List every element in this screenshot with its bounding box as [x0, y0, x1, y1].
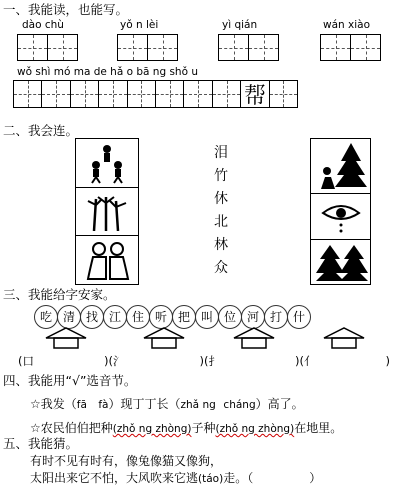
writing-grid-yiqian[interactable] — [218, 34, 279, 61]
section-4-title: 四、我能用“√”选音节。 — [3, 373, 137, 388]
writing-grid-wanxiao[interactable] — [320, 34, 381, 61]
option-zhang[interactable]: zhǎ ng — [180, 399, 216, 411]
cloud-char[interactable]: 把 — [172, 305, 196, 329]
cloud-char[interactable]: 位 — [218, 305, 242, 329]
house-icon — [142, 326, 186, 350]
cloud-char[interactable]: 河 — [241, 305, 265, 329]
pinyin-yiqian: yì qián — [222, 19, 258, 31]
radical-kou: (口 — [18, 354, 34, 368]
cloud-char[interactable]: 打 — [264, 305, 288, 329]
crowd-icon — [82, 143, 132, 185]
radical-ren: )(亻 — [294, 354, 316, 368]
option-fa1[interactable]: fā — [76, 399, 87, 411]
pinyin-daochu: dào chù — [22, 19, 64, 31]
cloud-char[interactable]: 清 — [57, 305, 81, 329]
right-picture-column — [310, 138, 371, 285]
eye-tear-icon — [319, 199, 363, 235]
q4-sentence-1: ☆我发（fā fà）现丁丁长（zhǎ ng cháng）高了。 — [30, 397, 304, 411]
radical-shui: )(氵 — [104, 354, 125, 368]
back-to-back-icon — [84, 241, 132, 281]
pinyin-wanxiao: wán xiào — [323, 19, 371, 31]
cloud-char[interactable]: 住 — [126, 305, 150, 329]
writing-grid-daochu[interactable] — [17, 34, 78, 61]
radical-shou: )(扌 — [199, 354, 220, 368]
bamboo-icon — [86, 193, 130, 231]
riddle-line-2: 太阳出来它不怕，大风吹来它逃(táo)走。（ ） — [30, 471, 322, 485]
pinyin-row-2: wǒ shì mó ma de hǎ o bā ng shǒ u — [17, 66, 199, 78]
char-bei: 北 — [214, 214, 228, 230]
option-chang[interactable]: cháng — [223, 399, 256, 411]
q4-sentence-2: ☆农民伯伯把种(zhǒ ng zhòng)子种(zhǒ ng zhòng)在地里。 — [30, 421, 343, 435]
section-3-title: 三、我能给字安家。 — [3, 287, 116, 302]
cloud-char[interactable]: 叫 — [195, 305, 219, 329]
char-lin: 林 — [214, 237, 228, 253]
char-zhu: 竹 — [214, 168, 228, 184]
cloud-char[interactable]: 江 — [103, 305, 127, 329]
section-2-title: 二、我会连。 — [3, 123, 79, 138]
radical-row: (口 )(氵 )(扌 )(亻 ) — [18, 354, 390, 368]
option-zhong-2[interactable]: (zhǒ ng zhòng) — [215, 423, 295, 435]
person-by-tree-icon — [315, 141, 369, 191]
forest-icon — [314, 243, 370, 283]
option-zhong-1[interactable]: (zhǒ ng zhòng) — [112, 423, 192, 435]
section-5-title: 五、我能猜。 — [3, 436, 79, 451]
cloud-char[interactable]: 找 — [80, 305, 104, 329]
pinyin-yonglei: yǒ n lèi — [120, 19, 159, 31]
house-icon — [232, 326, 276, 350]
char-lei: 泪 — [214, 145, 228, 161]
section-1-title: 一、我能读，也能写。 — [3, 2, 129, 17]
writing-grid-yonglei[interactable] — [117, 34, 178, 61]
house-icon — [322, 326, 366, 350]
cloud-char[interactable]: 吃 — [34, 305, 58, 329]
left-picture-column — [75, 138, 139, 285]
house-icon — [44, 326, 88, 350]
option-fa4[interactable]: fà — [98, 399, 109, 411]
writing-grid-row-2[interactable] — [13, 80, 298, 108]
cloud-char[interactable]: 什 — [287, 305, 311, 329]
char-zhong: 众 — [214, 260, 228, 276]
riddle-line-1: 有时不见有时有，像兔像猫又像狗， — [30, 454, 223, 468]
given-character: 帮 — [241, 81, 268, 107]
char-xiu: 休 — [214, 191, 228, 207]
cloud-char[interactable]: 听 — [149, 305, 173, 329]
